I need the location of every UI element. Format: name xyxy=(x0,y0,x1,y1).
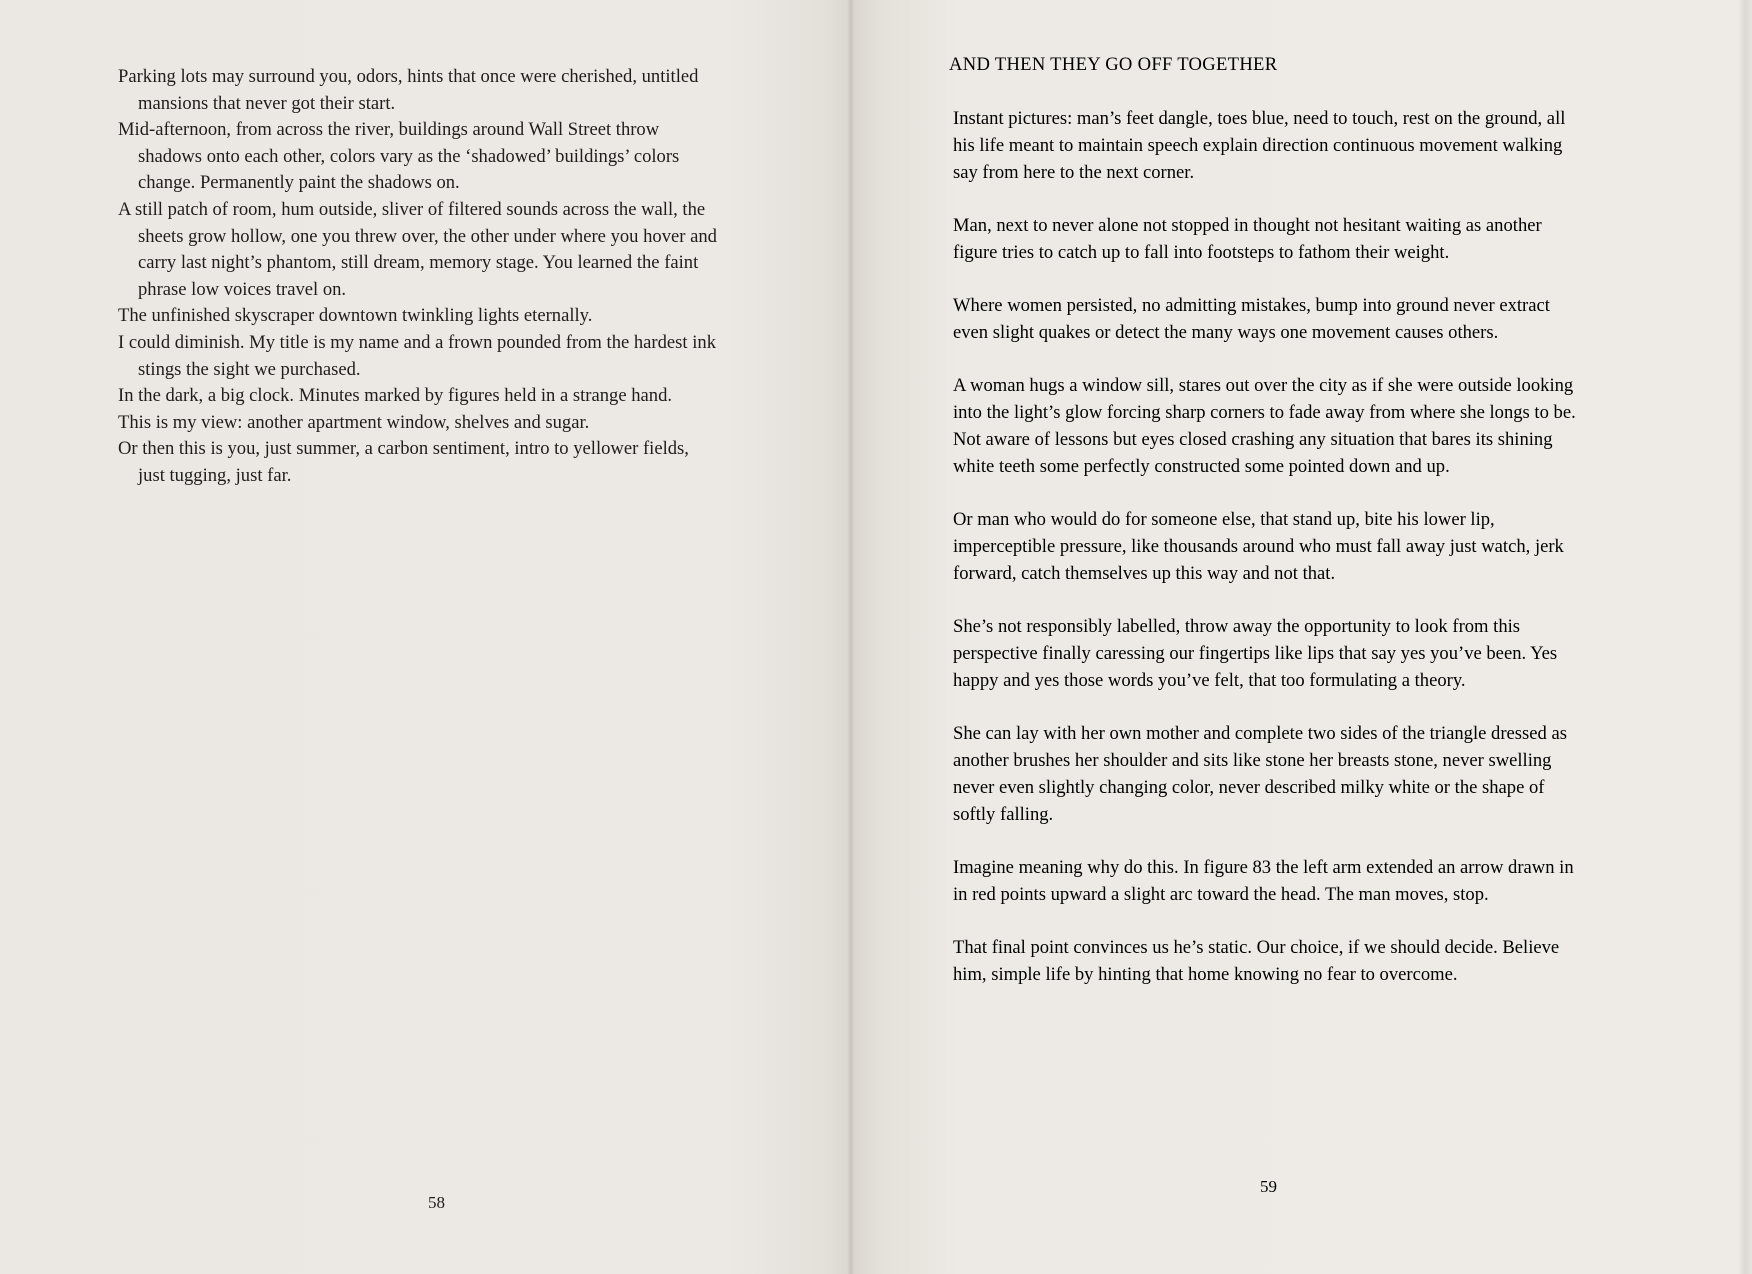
paragraph: Or man who would do for someone else, that stand up, bite his lower lip, imperceptible pressure, like thousands around who must fall away just watch, jerk forward, catch themselves up this way and not that. xyxy=(953,509,1564,584)
poem-line: Parking lots may surround you, odors, hints that once were cherished, untitled mansions that never got their start. xyxy=(118,66,699,114)
paragraph: Instant pictures: man’s feet dangle, toes blue, need to touch, rest on the ground, all his life meant to maintain speech explain direction continuous movement walking say from here to the next corner. xyxy=(953,108,1566,183)
poem-line: A still patch of room, hum outside, sliver of filtered sounds across the wall, the sheets grow hollow, one you threw over, the other under where you hover and carry last night’s phantom, still dream, memory stage. You learned the faint phrase low voices travel on. xyxy=(118,198,717,300)
poem-line: In the dark, a big clock. Minutes marked by figures held in a strange hand. xyxy=(118,385,673,407)
paragraph: She can lay with her own mother and complete two sides of the triangle dressed as another brushes her shoulder and sits like stone her breasts stone, never swelling never even slightly changing color, never described milky white or the shape of softly falling. xyxy=(953,723,1567,825)
book-gutter xyxy=(848,0,854,1274)
paragraph: Where women persisted, no admitting mistakes, bump into ground never extract even slight quakes or detect the many ways one movement causes others. xyxy=(953,295,1550,343)
paragraph: A woman hugs a window sill, stares out over the city as if she were outside looking into the light’s glow forcing sharp corners to fade away from where she longs to be. Not aware of lessons but eyes closed crashing any situation that bares its shining white teeth some perfectly constructed some pointed down and up. xyxy=(953,375,1576,477)
paragraph: That final point convinces us he’s static. Our choice, if we should decide. Believe him, simple life by hinting that home knowing no fear to overcome. xyxy=(953,937,1560,985)
poem-line: Mid-afternoon, from across the river, buildings around Wall Street throw shadows onto each other, colors vary as the ‘shadowed’ buildings’ colors change. Permanently paint the shadows on. xyxy=(118,119,680,194)
page-number-right: 59 xyxy=(1260,1177,1277,1196)
poem-line: The unfinished skyscraper downtown twinkling lights eternally. xyxy=(118,305,593,327)
poem-line: I could diminish. My title is my name and a frown pounded from the hardest ink stings the sight we purchased. xyxy=(118,331,716,380)
poem-line: Or then this is you, just summer, a carbon sentiment, intro to yellower fields, just tugging, just far. xyxy=(118,438,689,486)
page-number-left: 58 xyxy=(428,1193,445,1212)
right-page-prose xyxy=(953,105,1585,1014)
paragraph: Imagine meaning why do this. In figure 83 the left arm extended an arrow drawn in in red points upward a slight arc toward the head. The man moves, stop. xyxy=(953,857,1574,905)
left-page-poem xyxy=(118,64,718,490)
paragraph: She’s not responsibly labelled, throw away the opportunity to look from this perspective finally caressing our fingertips like lips that say yes you’ve been. Yes happy and yes those words you’ve felt, that too formulating a theory. xyxy=(953,616,1558,691)
poem-line: This is my view: another apartment window, shelves and sugar. xyxy=(118,411,590,433)
paragraph: Man, next to never alone not stopped in thought not hesitant waiting as another figure tries to catch up to fall into footsteps to fathom their weight. xyxy=(953,215,1542,263)
left-page xyxy=(0,0,852,1274)
page-edge xyxy=(1738,0,1752,1274)
section-title: AND THEN THEY GO OFF TOGETHER xyxy=(949,54,1278,75)
